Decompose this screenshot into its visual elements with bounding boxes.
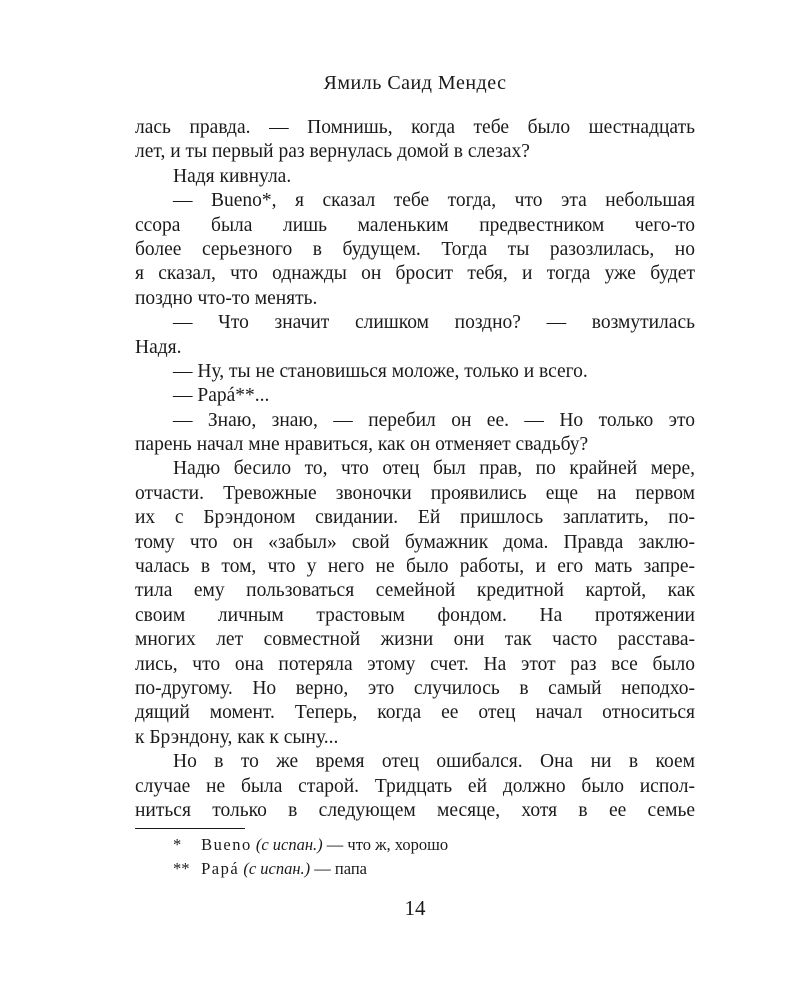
text-line: парень начал мне нравиться, как он отменяет свадьбу?: [135, 434, 589, 456]
text-line: многих лет совместной жизни они так часто расстава-: [135, 629, 695, 651]
body-text: [135, 116, 695, 823]
footnote: [173, 857, 693, 881]
text-line: лись, что она потеряла этому счет. На этот раз все было: [135, 653, 695, 675]
footnote-lang: (с испан.): [255, 835, 323, 854]
text-line: лет, и ты первый раз вернулась домой в слезах?: [135, 141, 530, 163]
text-line: по-другому. Но верно, это случилось в самый неподхо-: [135, 677, 695, 699]
running-head: Ямиль Саид Мендес: [323, 72, 507, 94]
text-line: — Знаю, знаю, — перебил он ее. — Но только это: [173, 409, 695, 431]
footnote-term: Papá: [201, 859, 240, 878]
text-line: — Papá**...: [173, 385, 270, 407]
footnotes: [173, 833, 693, 881]
text-line: лась правда. — Помнишь, когда тебе было шестнадцать: [135, 117, 695, 138]
text-line: более серьезного в будущем. Тогда ты разозлилась, но: [135, 238, 695, 260]
footnote-text: — что ж, хорошо: [326, 835, 449, 854]
text-line: ссора была лишь маленьким предвестником чего-то: [135, 214, 695, 236]
footnote-mark: *: [173, 835, 182, 854]
page-number: 14: [404, 896, 426, 920]
footnote: [173, 833, 693, 857]
text-line: их с Брэндоном свидании. Ей пришлось заплатить, по-: [135, 507, 695, 529]
footnote-text: — папа: [314, 859, 367, 878]
text-line: Надю бесило то, что отец был прав, по крайней мере,: [173, 458, 695, 480]
text-line: чалась в том, что у него не было работы, и его мать запре-: [135, 556, 695, 578]
text-line: ниться только в следующем месяце, хотя в ее семье: [135, 799, 695, 821]
book-page: [135, 0, 695, 1000]
footnote-mark: **: [173, 859, 190, 878]
text-line: дящий момент. Теперь, когда ее отец начал относиться: [135, 702, 695, 724]
text-line: тому что он «забыл» свой бумажник дома. Правда заклю-: [135, 531, 695, 553]
text-line: Надя.: [135, 336, 182, 358]
text-line: Но в то же время отец ошибался. Она ни в коем: [173, 751, 695, 773]
text-line: тила ему пользоваться семейной кредитной картой, как: [135, 580, 695, 602]
footnote-term: Bueno: [201, 835, 252, 854]
text-line: — Что значит слишком поздно? — возмутилась: [173, 312, 695, 334]
text-line: отчасти. Тревожные звоночки проявились еще на первом: [135, 482, 695, 504]
text-line: Надя кивнула.: [173, 165, 292, 187]
text-line: поздно что-то менять.: [135, 287, 318, 309]
text-line: я сказал, что однажды он бросит тебя, и тогда уже будет: [135, 263, 695, 285]
text-line: случае не была старой. Тридцать ей должно было испол-: [135, 775, 695, 797]
text-line: своим личным трастовым фондом. На протяжении: [135, 604, 695, 626]
text-line: — Ну, ты не становишься моложе, только и всего.: [173, 360, 588, 382]
footnote-divider: [135, 828, 245, 829]
text-line: — Bueno*, я сказал тебе тогда, что эта небольшая: [173, 190, 695, 212]
text-line: к Брэндону, как к сыну...: [135, 726, 339, 748]
footnote-lang: (с испан.): [243, 859, 311, 878]
